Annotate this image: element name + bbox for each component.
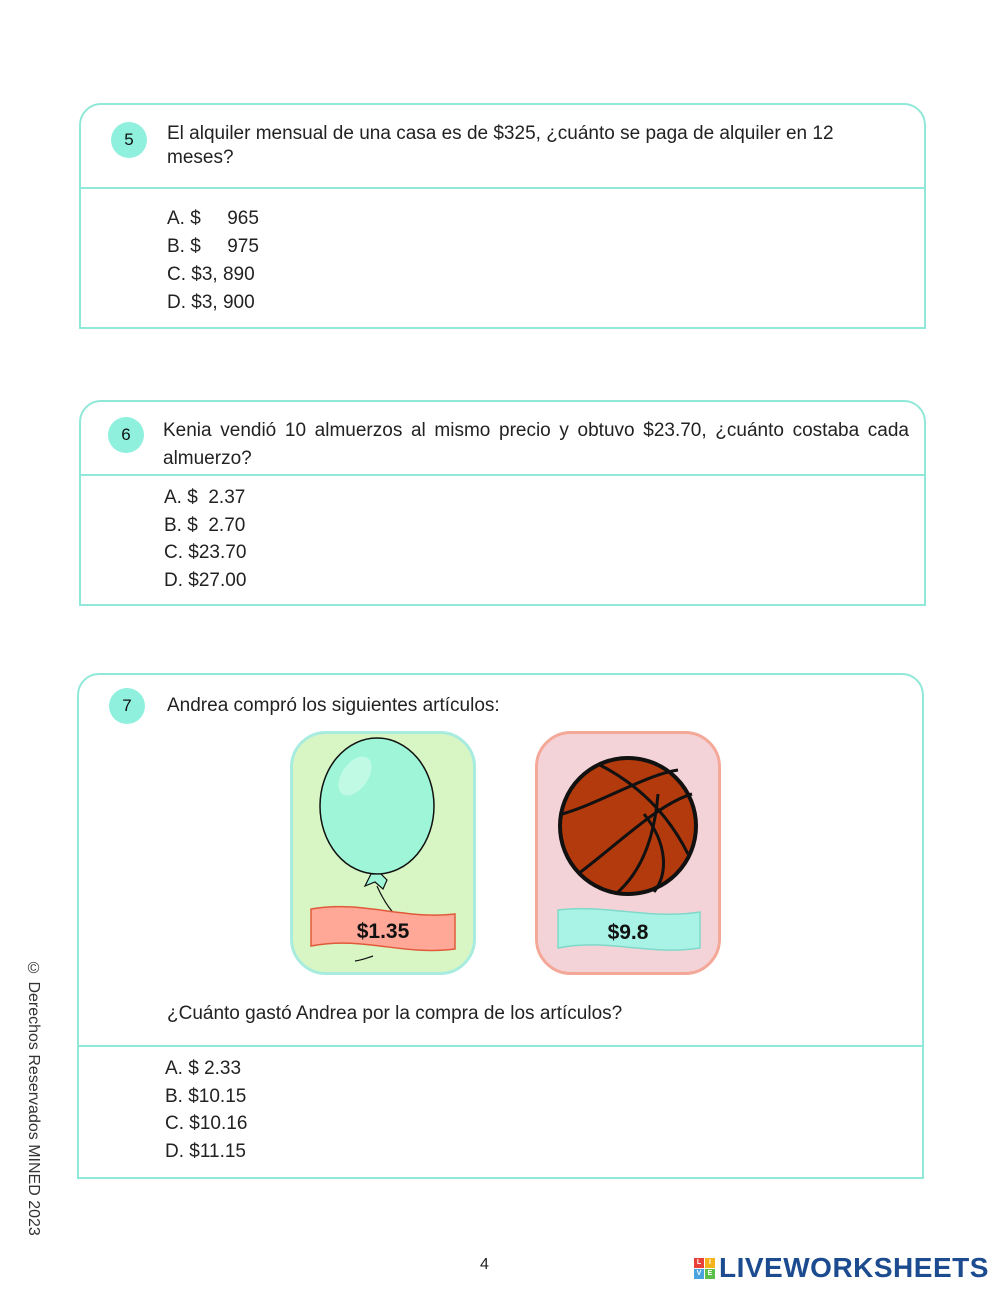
- basketball-price-card: [535, 731, 721, 975]
- option-c[interactable]: C. $3, 890: [167, 264, 255, 285]
- basketball-price-label: $9.8: [607, 921, 649, 944]
- option-c[interactable]: C. $23.70: [164, 542, 247, 563]
- option-d[interactable]: D. $11.15: [165, 1140, 246, 1162]
- question-line-1: El alquiler mensual de una casa es de $325, ¿cuánto se paga de alquiler en 12: [167, 123, 834, 144]
- question-number-badge: 5: [111, 122, 147, 158]
- question-line-1: Kenia vendió 10 almuerzos al mismo precio y obtuvo $23.70, ¿cuánto costaba cada: [163, 420, 909, 441]
- answer-options: [167, 205, 259, 317]
- brand-name: LIVEWORKSHEETS: [719, 1252, 989, 1283]
- question-number-badge: 7: [109, 688, 145, 724]
- balloon-price-label: $1.35: [356, 920, 410, 943]
- copyright-notice: © Derechos Reservados MINED 2023: [25, 960, 42, 1236]
- divider: [81, 474, 924, 476]
- option-a[interactable]: A. $ 2.33: [165, 1058, 242, 1079]
- option-a[interactable]: A. $ 965: [167, 208, 259, 229]
- option-d[interactable]: D. $3, 900: [167, 292, 255, 313]
- logo-tile: I: [705, 1258, 715, 1268]
- page-number: 4: [480, 1256, 489, 1273]
- question-text: [163, 417, 909, 473]
- question-text: [167, 122, 907, 170]
- question-line-2: almuerzo?: [163, 448, 252, 469]
- question-5-card: [79, 103, 926, 329]
- question-7-card: [77, 673, 924, 1179]
- logo-tiles-icon: [694, 1258, 715, 1279]
- liveworksheets-logo[interactable]: [694, 1252, 989, 1284]
- logo-tile: E: [705, 1269, 715, 1279]
- option-c[interactable]: C. $10.16: [165, 1113, 248, 1134]
- divider: [79, 1045, 922, 1047]
- balloon-price-card: [290, 731, 476, 975]
- option-b[interactable]: B. $ 2.70: [164, 514, 246, 536]
- option-d[interactable]: D. $27.00: [164, 569, 247, 591]
- question-line-2: meses?: [167, 147, 234, 168]
- option-a[interactable]: A. $ 2.37: [164, 487, 246, 508]
- divider: [81, 187, 924, 189]
- answer-options: [165, 1055, 247, 1165]
- logo-tile: L: [694, 1258, 704, 1268]
- question-intro: Andrea compró los siguientes artículos:: [167, 695, 500, 716]
- option-b[interactable]: B. $ 975: [167, 236, 259, 257]
- question-6-card: [79, 400, 926, 606]
- option-b[interactable]: B. $10.15: [165, 1085, 247, 1107]
- answer-options: [164, 484, 246, 594]
- question-number-badge: 6: [108, 417, 144, 453]
- question-text: ¿Cuánto gastó Andrea por la compra de los artículos?: [167, 1003, 623, 1024]
- logo-tile: V: [694, 1269, 704, 1279]
